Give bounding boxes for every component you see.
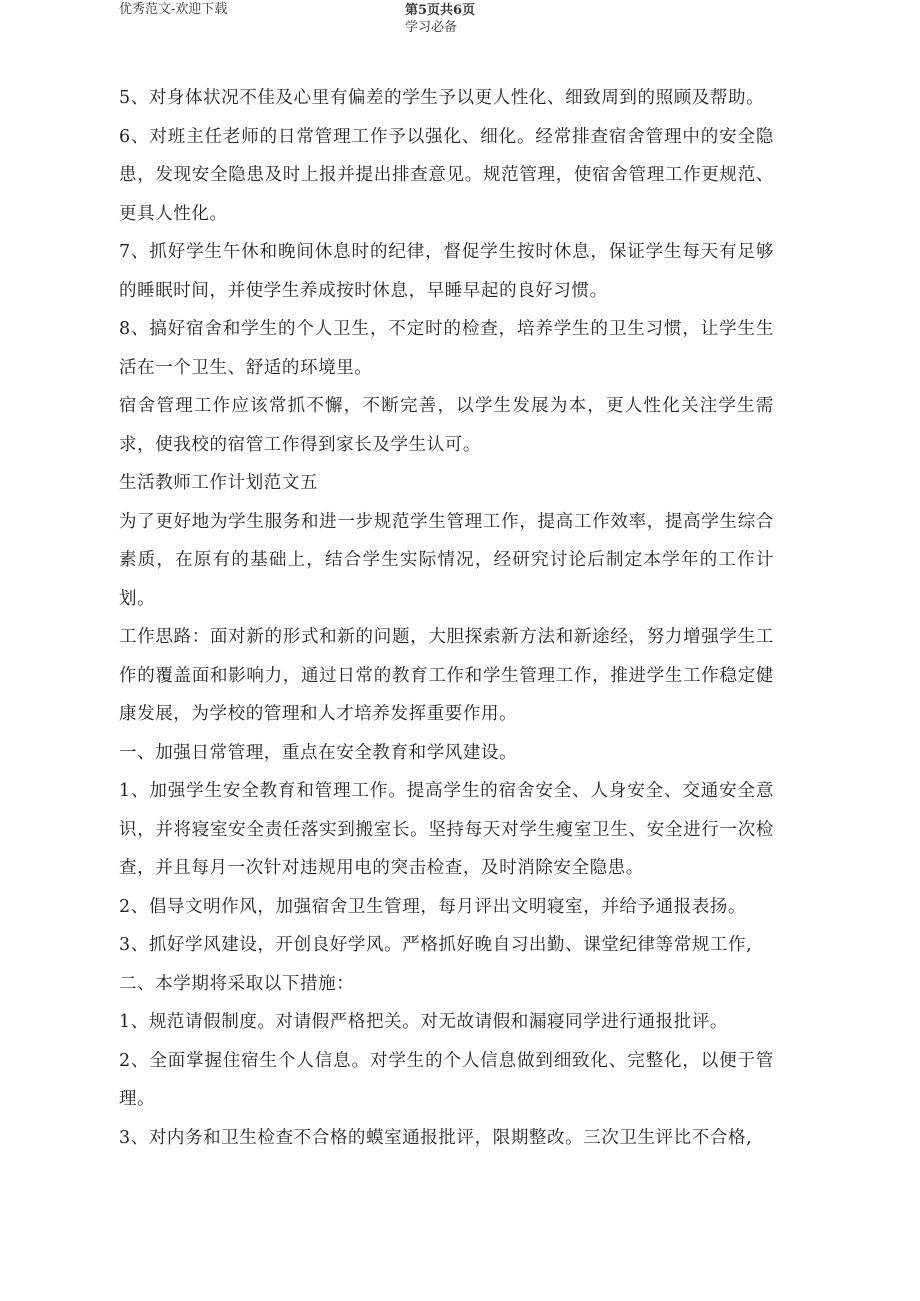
paragraph-1: 5、对身体状况不佳及心里有偏差的学生予以更人性化、细致周到的照顾及帮助。 bbox=[119, 88, 765, 108]
paragraph-13: 二、本学期将采取以下措施： bbox=[119, 973, 355, 994]
header-subtitle: 学习必备 bbox=[405, 20, 458, 35]
header-left-text: 优秀范文-欢迎下载 bbox=[119, 2, 228, 17]
paragraph-8: 工作思路：面对新的形式和新的问题，大胆探索新方法和新途经，努力增强学生工作的覆盖面和影响力，通过日常的教育工作和学生管理工作，推进学生工作稳定健康发展，为学校的管理和人才培养发挥重要作用。 bbox=[119, 627, 774, 724]
section-title: 生活教师工作计划范文五 bbox=[119, 473, 319, 493]
paragraph-7: 为了更好地为学生服务和进一步规范学生管理工作，提高工作效率，提高学生综合素质，在原有的基础上，结合学生实际情况，经研究讨论后制定本学年的工作计划。 bbox=[119, 511, 774, 609]
document-body bbox=[119, 79, 774, 1157]
paragraph-15: 2、全面掌握住宿生个人信息。对学生的个人信息做到细致化、完整化，以便于管理。 bbox=[119, 1050, 774, 1109]
header-center bbox=[405, 2, 475, 36]
paragraph-5: 宿舍管理工作应该常抓不懈，不断完善，以学生发展为本，更人性化关注学生需求，使我校的宿管工作得到家长及学生认可。 bbox=[119, 396, 774, 455]
paragraph-3: 7、抓好学生午休和晚间休息时的纪律，督促学生按时休息，保证学生每天有足够的睡眠时间，并使学生养成按时休息，早睡早起的良好习惯。 bbox=[119, 242, 774, 301]
paragraph-12: 3、抓好学风建设，开创良好学风。严格抓好晚自习出勤、课堂纪律等常规工作, bbox=[119, 935, 753, 955]
page-indicator: 第5页共6页 bbox=[405, 3, 476, 18]
paragraph-2: 6、对班主任老师的日常管理工作予以强化、细化。经常排查宿舍管理中的安全隐患，发现安全隐患及时上报并提出排查意见。规范管理，使宿舍管理工作更规范、更具人性化。 bbox=[119, 126, 774, 224]
paragraph-9: 一、加强日常管理，重点在安全教育和学风建设。 bbox=[119, 742, 518, 763]
paragraph-4: 8、搞好宿舍和学生的个人卫生，不定时的检查，培养学生的卫生习惯，让学生生活在一个卫生、舒适的环境里。 bbox=[119, 319, 774, 378]
paragraph-14: 1、规范请假制度。对请假严格把关。对无故请假和漏寝同学进行通报批评。 bbox=[119, 1012, 729, 1032]
paragraph-11: 2、倡导文明作风，加强宿舍卫生管理，每月评出文明寝室，并给予通报表扬。 bbox=[119, 896, 747, 917]
paragraph-16: 3、对内务和卫生检查不合格的蟆室通报批评，限期整改。三次卫生评比不合格, bbox=[119, 1127, 753, 1148]
paragraph-10: 1、加强学生安全教育和管理工作。提高学生的宿舍安全、人身安全、交通安全意识，并将寝室安全责任落实到搬室长。坚持每天对学生瘦室卫生、安全进行一次检查，并且每月一次针对违规用电的突击检查，及时消除安全隐患。 bbox=[119, 781, 774, 878]
